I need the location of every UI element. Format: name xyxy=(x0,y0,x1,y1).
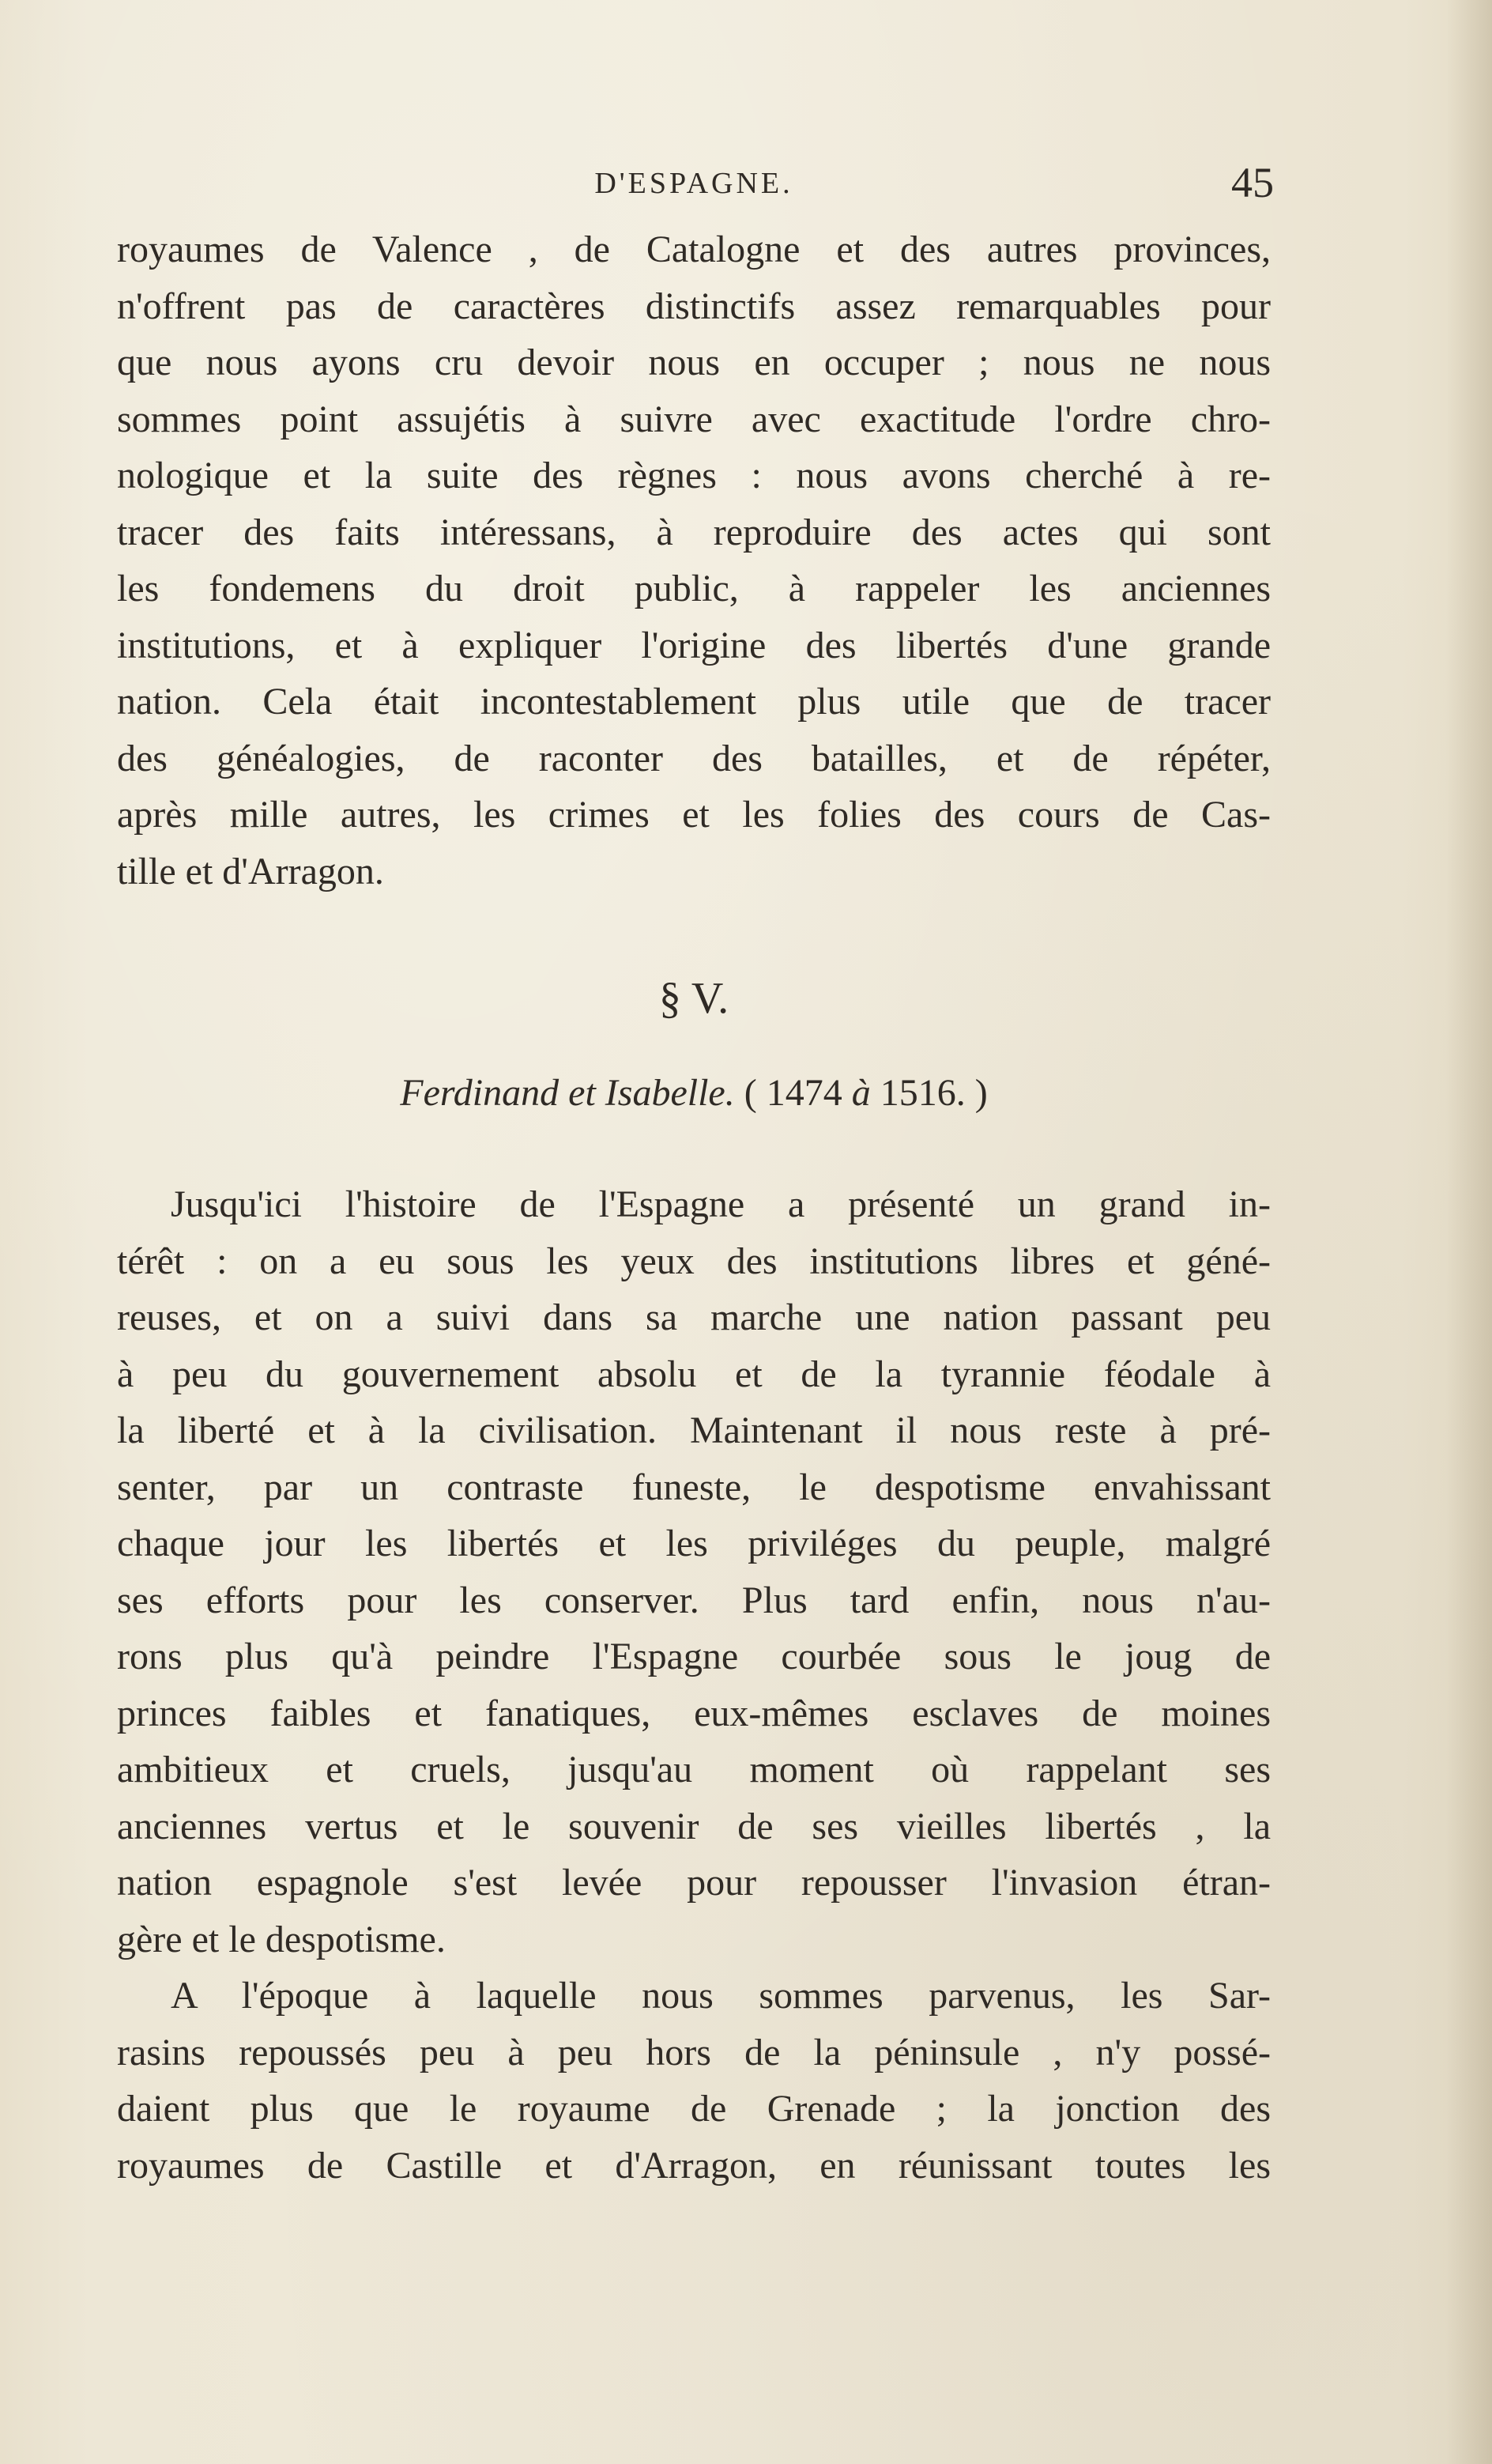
running-head xyxy=(117,158,1274,221)
text-line: senter, par un contraste funeste, le despotisme envahissant xyxy=(117,1466,1271,1508)
text-line: anciennes vertus et le souvenir de ses vieilles libertés , la xyxy=(117,1805,1271,1847)
page-edge-shadow xyxy=(1446,0,1492,2464)
page-number: 45 xyxy=(1231,159,1274,206)
running-title: D'ESPAGNE. xyxy=(594,167,793,200)
text-line: les fondemens du droit public, à rappeler les anciennes xyxy=(117,568,1271,609)
text-line: institutions, et à expliquer l'origine des libertés d'une grande xyxy=(117,624,1271,666)
text-line: nation. Cela était incontestablement plus utile que de tracer xyxy=(117,681,1271,723)
text-line: n'offrent pas de caractères distinctifs assez remarquables pour xyxy=(117,285,1271,327)
text-line: nation espagnole s'est levée pour repousser l'invasion étran- xyxy=(117,1862,1271,1904)
text-line: ambitieux et cruels, jusqu'au moment où rappelant ses xyxy=(117,1749,1271,1790)
text-line: chaque jour les libertés et les priviléges du peuple, malgré xyxy=(117,1523,1271,1564)
text-line: ses efforts pour les conserver. Plus tard enfin, nous n'au- xyxy=(117,1579,1271,1621)
section-number: § V. xyxy=(658,974,729,1023)
text-line: gère et le despotisme. xyxy=(117,1918,446,1960)
text-line: la liberté et à la civilisation. Maintenant il nous reste à pré- xyxy=(117,1409,1271,1451)
page-text xyxy=(117,158,1274,2194)
text-line: rasins repoussés peu à peu hors de la péninsule , n'y possé- xyxy=(117,2031,1271,2073)
text-line: que nous ayons cru devoir nous en occuper ; nous ne nous xyxy=(117,341,1271,383)
text-line: tille et d'Arragon. xyxy=(117,850,384,892)
text-line: reuses, et on a suivi dans sa marche une nation passant peu xyxy=(117,1296,1271,1338)
text-line: à peu du gouvernement absolu et de la tyrannie féodale à xyxy=(117,1353,1271,1395)
text-line: tracer des faits intéressans, à reproduire des actes qui sont xyxy=(117,511,1271,553)
text-line: daient plus que le royaume de Grenade ; la jonction des xyxy=(117,2088,1271,2130)
text-line: royaumes de Castille et d'Arragon, en réunissant toutes les xyxy=(117,2144,1271,2187)
text-line: après mille autres, les crimes et les folies des cours de Cas- xyxy=(117,794,1271,836)
section-title-dates-a: à xyxy=(851,1072,871,1114)
paragraph-1 xyxy=(117,221,1271,900)
section-title xyxy=(117,1066,1271,1121)
paragraph-2 xyxy=(117,1176,1271,1968)
text-line: nologique et la suite des règnes : nous avons cherché à re- xyxy=(117,455,1271,496)
text-line: A l'époque à laquelle nous sommes parvenus, les Sar- xyxy=(171,1975,1271,2017)
text-line: royaumes de Valence , de Catalogne et des autres provinces, xyxy=(117,228,1271,270)
section-title-names: Ferdinand et Isabelle. xyxy=(400,1072,735,1114)
text-line: des généalogies, de raconter des batailles, et de répéter, xyxy=(117,737,1271,779)
section-title-dates-open: ( 1474 xyxy=(744,1072,852,1114)
section-title-dates-close: 1516. ) xyxy=(870,1072,988,1114)
paragraph-3 xyxy=(117,1968,1271,2194)
text-line: princes faibles et fanatiques, eux-mêmes esclaves de moines xyxy=(117,1692,1271,1734)
text-line: térêt : on a eu sous les yeux des institutions libres et géné- xyxy=(117,1240,1271,1282)
text-line: Jusqu'ici l'histoire de l'Espagne a présenté un grand in- xyxy=(171,1183,1271,1225)
text-line: sommes point assujétis à suivre avec exactitude l'ordre chro- xyxy=(117,398,1271,440)
text-line: rons plus qu'à peindre l'Espagne courbée sous le joug de xyxy=(117,1636,1271,1677)
